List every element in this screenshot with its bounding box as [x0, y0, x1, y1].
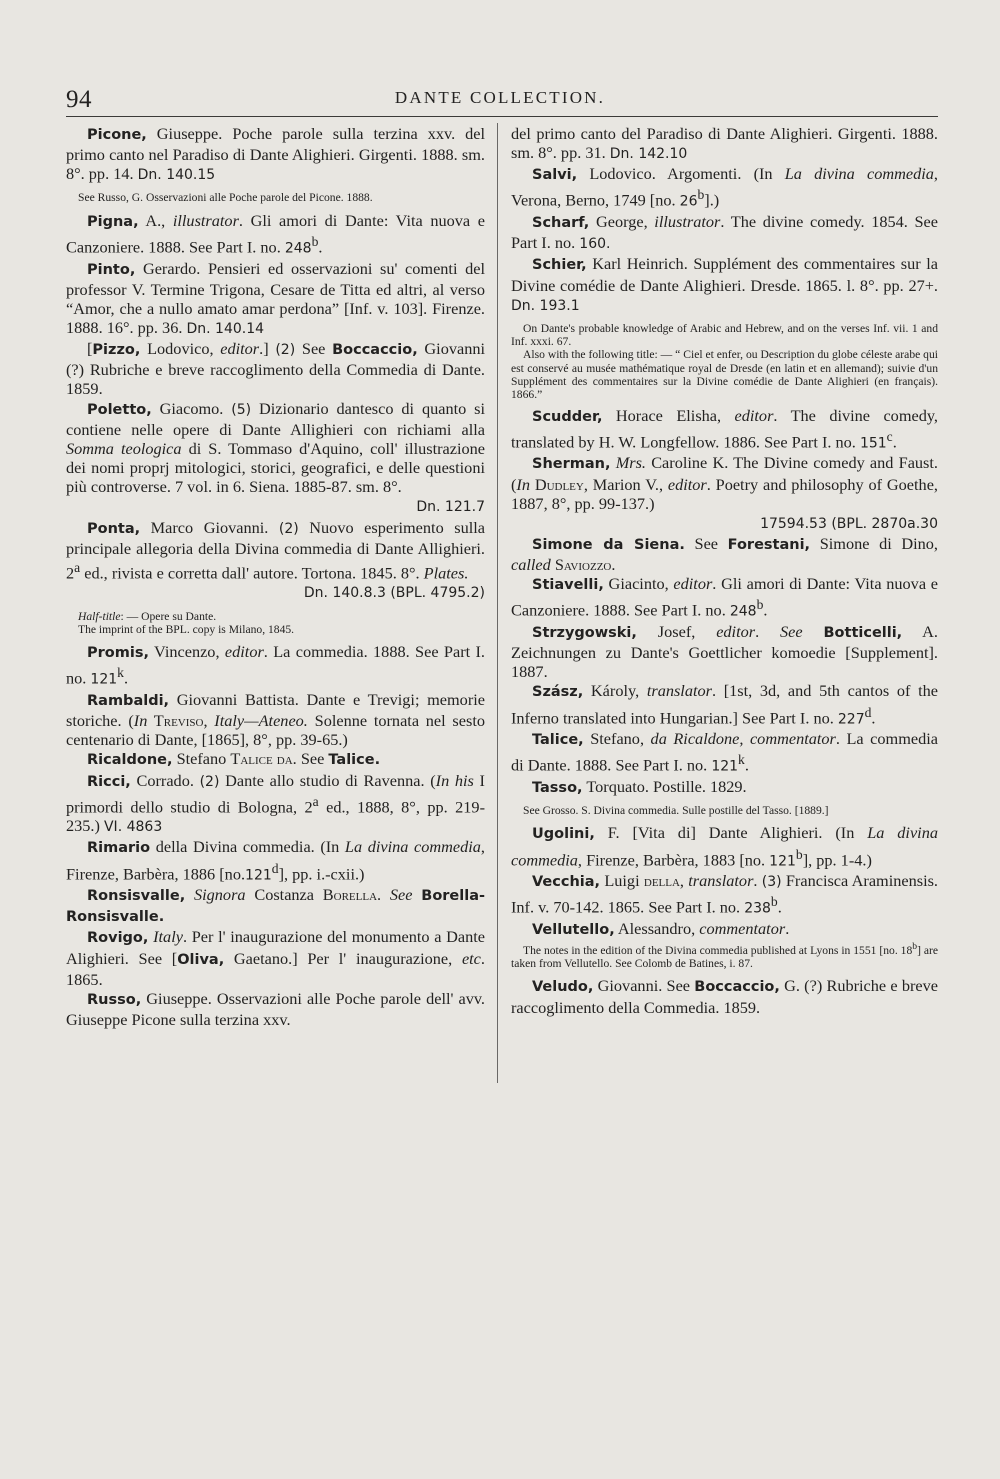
entry-text: F. [Vita di] Dante Alighieri. (In [594, 823, 868, 843]
entry-veludo [511, 976, 938, 1016]
entry-vellutello [511, 919, 938, 940]
entry-text: Giovanni Battista. Dante e Trevigi; memorie storiche. ( [66, 689, 485, 731]
title-italic: Signora [193, 885, 246, 905]
entry-text: . [377, 885, 390, 905]
entry-text: I primordi dello studio di Bologna, 2 [66, 770, 485, 817]
entry-text: . 1865. [66, 948, 485, 989]
role: editor [734, 405, 774, 425]
entry-strzygowski [511, 622, 938, 681]
call-number: VI. 4863 [103, 819, 163, 836]
call-number-poletto [66, 496, 485, 517]
entry-text: ed., 1888, 8°, pp. 219-235.) [66, 797, 485, 836]
copy-count: (2) [278, 520, 299, 537]
name-smallcaps: Saviozzo [550, 555, 612, 575]
entry-ricaldone [66, 749, 485, 770]
note-label: Half-title [78, 609, 121, 623]
entry-text: Solenne tornata nel sesto centenario di Dante, [1865], 8°, pp. 39-65.) [66, 711, 485, 750]
title-italic: La divina commedia [344, 837, 481, 857]
entry-picone [66, 124, 485, 185]
superscript: b [311, 233, 319, 249]
name-smallcaps: Talice da [230, 749, 293, 769]
entry-text: .] [259, 339, 276, 359]
entry-text: . [123, 668, 129, 688]
headword: Szász, [532, 684, 584, 701]
entry-text: della Divina commedia. (In [150, 837, 345, 857]
headword: Poletto, [87, 401, 152, 418]
reference-number: 238 [744, 900, 771, 917]
reference-number: 121 [90, 671, 118, 688]
running-title: DANTE COLLECTION. [394, 88, 606, 107]
headword: Sherman, [532, 456, 611, 473]
entry-text: , Firenze, Barbèra, 1886 [no. [66, 837, 485, 883]
entry-text: Giovanni. See [593, 976, 695, 996]
reference-number: 151 [859, 435, 887, 452]
headword: Rimario [87, 840, 151, 857]
entry-text: . [753, 871, 762, 891]
entry-text: Dizionario dantesco di quanto si contiene nelle opere di Dante Allighieri con richiami alla [66, 398, 486, 439]
note-vellutello [511, 940, 938, 970]
see-italic: See [389, 885, 413, 905]
plates-note: Plates. [423, 563, 469, 583]
entry-text: ], pp. i.-cxii.) [278, 864, 365, 883]
role: translator [646, 681, 712, 701]
entry-text: , Marion V., [583, 474, 668, 494]
entry-russo-continued [511, 124, 938, 164]
entry-text: Lodovico, [140, 339, 221, 359]
headword: Talice, [532, 732, 584, 749]
headword: Ponta, [87, 520, 141, 537]
entry-text: . [763, 600, 768, 620]
entry-text: Gerardo. Pensieri ed osservazioni su' comenti del professor V. Termine Trigona, Cesare de Titta ed altri, al verso “Amor, che a nullo amato amar perdona” [Inf. v. 103]. Firenze. 1888. 16°. pp. 36. [66, 258, 485, 337]
cross-reference: Boccaccio, [694, 979, 780, 996]
superscript: a [312, 793, 319, 809]
call-number: Dn. 140.8.3 (BPL. 4795.2) [303, 585, 485, 602]
entry-text: . Per l' inaugurazione del monumento a Dante Alighieri. See [ [66, 927, 486, 968]
call-number: 17594.53 (BPL. 2870a.30 [760, 515, 938, 532]
call-number: Dn. 121.7 [416, 499, 485, 516]
entry-text: , Verona, Berno, 1749 [no. [511, 164, 938, 210]
headword: Pigna, [87, 213, 139, 230]
entry-text: , [203, 711, 215, 731]
entry-text: Josef, [636, 622, 717, 642]
entry-stiavelli [511, 574, 938, 622]
headword: Vellutello, [532, 921, 615, 938]
entry-text: Alessandro, [614, 918, 700, 938]
header-rule [66, 116, 938, 117]
see-italic: See [780, 622, 803, 642]
call-number: Dn. 193.1 [511, 297, 580, 314]
entry-text: Torquato. Postille. 1829. [582, 776, 747, 796]
headword: Veludo, [532, 979, 594, 996]
entry-text: Giuseppe. Osservazioni alle Poche parole dell' avv. Giuseppe Picone sulla terzina xxv. [66, 988, 485, 1030]
in-italic: In [133, 711, 148, 731]
entry-text: Nuovo esperimento sulla principale allegoria della Divina commedia di Dante Allighieri. 2 [66, 517, 485, 583]
entry-text: . Gli amori di Dante: Vita nuova e Canzoniere. 1888. See Part I. no. [66, 210, 486, 257]
entry-text: Francisca Araminensis. Inf. v. 70-142. 1865. See Part I. no. [511, 871, 939, 917]
entry-text: , [679, 871, 689, 891]
copy-count: (2) [199, 773, 220, 790]
headword: Salvi, [532, 167, 578, 184]
entry-text: G. (?) Rubriche e breve raccoglimento della Commedia. 1859. [511, 976, 938, 1017]
reference-number: 160. [579, 236, 611, 253]
entry-text: Giacomo. [151, 398, 232, 418]
entry-sherman [511, 453, 938, 512]
entry-text: . Poetry and philosophy of Goethe, 1887, 8°, pp. 99-137.) [511, 474, 938, 513]
entry-text: . The divine comedy, translated by H. W. Longfellow. 1886. See Part I. no. [511, 405, 938, 452]
headword: Rovigo, [87, 930, 149, 947]
series-italic: Italy—Ateneo. [214, 711, 308, 731]
headword: Ronsisvalle, [87, 888, 186, 905]
entry-text: Karl Heinrich. Supplément des commentaires sur la Divine comédie de Dante Alighieri. Dresde. 1865. l. 8°. pp. 27+. [511, 254, 938, 295]
entry-text: A., [138, 210, 173, 230]
entry-text: Corrado. [130, 770, 200, 790]
entry-text: Horace Elisha, [602, 405, 735, 425]
name-smallcaps: della [643, 871, 680, 891]
headword: Pizzo, [92, 342, 141, 359]
copy-count: (3) [761, 874, 782, 891]
role: editor [667, 474, 707, 494]
entry-text [803, 622, 824, 641]
entry-text: A. Zeichnungen zu Dante's Goettlicher komoedie [Supplement]. 1887. [511, 622, 939, 682]
superscript: b [756, 597, 764, 613]
entry-text: ed., rivista e corretta dall' autore. Tortona. 1845. 8°. [80, 563, 424, 583]
entry-text [412, 885, 421, 904]
reference-number: 26 [679, 193, 698, 210]
note-schier-2: Also with the following title: — “ Ciel et enfer, ou Description du globe céleste arabe qui est conservé au musée mathématique royal de Dresde (en latin et en allemand); suivie d'un Supplément des commentaires sur la Divine comédie de Dante Alighieri (en français). 1866.” [511, 348, 938, 402]
entry-text: . [611, 555, 616, 575]
headword: Pinto, [87, 261, 136, 278]
reference-number: 121 [245, 867, 272, 883]
call-number: Dn. 142.10 [609, 146, 688, 163]
bracket: [ [87, 339, 93, 359]
page-number: 94 [66, 86, 92, 113]
role: editor [220, 339, 260, 359]
entry-pigna [66, 211, 485, 259]
headword: Ricaldone, [87, 752, 173, 769]
reference-number: 121 [711, 758, 739, 775]
role: editor [673, 574, 713, 594]
note-ponta-imprint: The imprint of the BPL. copy is Milano, 1845. [78, 622, 295, 636]
entry-rimario [66, 837, 485, 885]
cross-reference: Borella-Ronsisvalle. [66, 888, 486, 926]
copy-count: (5) [231, 401, 252, 418]
entry-tasso [511, 777, 938, 798]
headword: Russo, [87, 991, 142, 1008]
etc-italic: etc [461, 948, 481, 968]
note-picone: See Russo, G. Osservazioni alle Poche parole del Picone. 1888. [78, 191, 373, 205]
entry-text: , Firenze, Barbèra, 1883 [no. [577, 849, 770, 869]
entry-promis [66, 642, 485, 690]
entry-text: . [777, 897, 782, 917]
role: editor [716, 622, 756, 642]
entry-text: See [295, 339, 333, 359]
entry-text: di S. Tommaso d'Aquino, coll' illustrazione dei nomi proprj mitologici, storici, geografici, e delle questioni più controverse. 7 vol. in 6. Siena. 1885-87. sm. 8°. [66, 438, 486, 497]
called-italic: called [511, 555, 551, 575]
entry-ugolini [511, 823, 938, 871]
headword: Schier, [532, 257, 587, 274]
entry-text: ].) [704, 190, 720, 210]
call-number: Dn. 140.14 [186, 320, 265, 337]
entry-text: Giuseppe. Poche parole sulla terzina xxv. del primo canto nel Paradiso di Dante Alighieri. Girgenti. 1888. sm. 8°. pp. 14. [66, 124, 485, 184]
superscript: k [117, 665, 124, 681]
entry-text: . [744, 755, 749, 775]
entry-text: . La commedia di Dante. 1888. See Part I. no. [511, 729, 938, 775]
entry-szasz [511, 681, 938, 729]
reference-number: 121 [769, 852, 796, 869]
headword: Ricci, [87, 773, 131, 790]
role: commentator [699, 918, 786, 938]
headword: Rambaldi, [87, 692, 170, 709]
name-smallcaps: Dudley [529, 474, 584, 494]
note-text: : — Opere su Dante. [120, 609, 217, 623]
superscript: k [738, 752, 745, 768]
headword: Stiavelli, [532, 577, 604, 594]
headword: Vecchia, [532, 874, 601, 891]
entry-text: Stefano, [583, 729, 651, 749]
entry-ponta [66, 518, 485, 583]
entry-rovigo [66, 927, 485, 988]
entry-text: . [892, 432, 897, 452]
headword: Scudder, [532, 408, 603, 425]
headword: Picone, [87, 127, 147, 143]
entry-rambaldi [66, 690, 485, 749]
entry-salvi [511, 164, 938, 212]
note-text: ] are taken from Vellutello. See Colomb de Batines, i. 87. [511, 943, 938, 971]
superscript: d [271, 860, 279, 876]
role: translator [688, 871, 754, 891]
entry-text: . See [292, 749, 329, 769]
cross-reference: Botticelli, [823, 625, 903, 642]
note-tasso: See Grosso. S. Divina commedia. Sulle postille del Tasso. [1889.] [523, 804, 829, 818]
entry-scharf [511, 212, 938, 254]
entry-text: . [1st, 3d, and 5th cantos of the Inferno translated into Hungarian.] See Part I. no. [511, 681, 938, 728]
entry-ricci [66, 771, 485, 838]
entry-text: . Gli amori di Dante: Vita nuova e Canzoniere. 1888. See Part I. no. [511, 574, 938, 620]
entry-text [185, 885, 194, 904]
entry-text: George, [589, 212, 655, 232]
entry-text: Stefano [172, 749, 231, 769]
entry-text: del primo canto del Paradiso di Dante Alighieri. Girgenti. 1888. sm. 8°. pp. 31. [511, 124, 938, 163]
column-divider [497, 123, 498, 1083]
role: da Ricaldone, commentator [650, 729, 836, 749]
cross-reference: Forestani, [727, 536, 811, 553]
note-text: The notes in the edition of the Divina commedia published at Lyons in 1551 [no. [523, 943, 901, 957]
headword: Ugolini, [532, 826, 595, 843]
note-ponta-halftitle [66, 610, 485, 623]
entry-schier [511, 254, 938, 315]
call-number-sherman [511, 513, 938, 534]
name-smallcaps: Borella [322, 885, 378, 905]
in-italic: In [516, 474, 530, 494]
entry-pinto [66, 259, 485, 340]
superscript: a [74, 559, 81, 575]
superscript: b [697, 187, 705, 203]
reference-number: 18 [900, 943, 913, 957]
left-column [66, 124, 485, 1029]
entry-text: . [318, 237, 323, 257]
entry-simone [511, 534, 938, 574]
entry-text: Lodovico. Argomenti. (In [577, 164, 785, 184]
cross-reference: Boccaccio, [332, 342, 418, 359]
call-number-ponta [66, 582, 485, 603]
entry-scudder [511, 406, 938, 454]
entry-text: . [785, 918, 790, 938]
headword: Tasso, [532, 779, 583, 796]
entry-vecchia [511, 871, 938, 919]
entry-ronsisvalle [66, 885, 485, 927]
entry-text: Károly, [583, 681, 647, 701]
title-italic: La divina commedia [784, 164, 934, 184]
in-italic: In his [435, 770, 474, 790]
right-column [511, 124, 938, 1017]
headword: Promis, [87, 645, 149, 662]
entry-text: . La commedia. 1888. See Part I. no. [66, 642, 486, 688]
entry-text: Giacinto, [603, 574, 674, 594]
entry-poletto [66, 399, 485, 497]
superscript: b [795, 846, 803, 862]
entry-text: Luigi [600, 871, 644, 891]
title-italic: Somma teologica [66, 438, 182, 458]
entry-text: ], pp. 1-4.) [802, 849, 872, 869]
superscript: b [770, 894, 778, 910]
cross-reference: Talice. [328, 752, 381, 769]
place-italic: Italy [153, 927, 183, 947]
entry-text: Marco Giovanni. [140, 517, 279, 537]
title-italic: Mrs. [615, 453, 646, 473]
superscript: d [864, 704, 872, 720]
role: illustrator [172, 210, 239, 230]
place-smallcaps: Treviso [147, 711, 204, 731]
entry-pizzo [66, 339, 485, 398]
entry-text: Vincenzo, [148, 642, 225, 662]
entry-text: Dante allo studio di Ravenna. ( [219, 770, 436, 790]
entry-text: . [755, 622, 781, 642]
reference-number: 248 [284, 240, 312, 257]
headword: Scharf, [532, 215, 590, 232]
headword: Strzygowski, [532, 625, 637, 642]
copy-count: (2) [275, 342, 296, 359]
superscript: c [886, 428, 893, 444]
cross-reference: Oliva, [177, 951, 225, 968]
note-schier-1: On Dante's probable knowledge of Arabic and Hebrew, and on the verses Inf. vii. 1 and Inf. xxxi. 67. [511, 321, 938, 349]
reference-number: 227 [837, 711, 865, 728]
superscript: b [912, 941, 918, 953]
title-italic: La divina commedia [511, 823, 938, 869]
entry-text: Simone di Dino, [810, 533, 939, 553]
entry-text: . The divine comedy. 1854. See Part I. no. [511, 212, 938, 253]
role: editor [224, 642, 264, 662]
call-number: Dn. 140.15 [137, 167, 216, 184]
entry-text: Costanza [245, 885, 323, 905]
entry-text: Gaetano.] Per l' inaugurazione, [224, 948, 462, 968]
headword: Simone da Siena. [532, 536, 685, 553]
entry-russo [66, 989, 485, 1029]
entry-text: Caroline K. The Divine comedy and Faust. ( [511, 453, 938, 494]
role: illustrator [654, 212, 721, 232]
entry-text: . [871, 708, 876, 728]
entry-talice [511, 729, 938, 777]
entry-text: See [684, 533, 728, 553]
reference-number: 248 [729, 603, 757, 620]
entry-text: Giovanni (?) Rubriche e breve raccoglimento della Commedia di Dante. 1859. [66, 339, 486, 399]
